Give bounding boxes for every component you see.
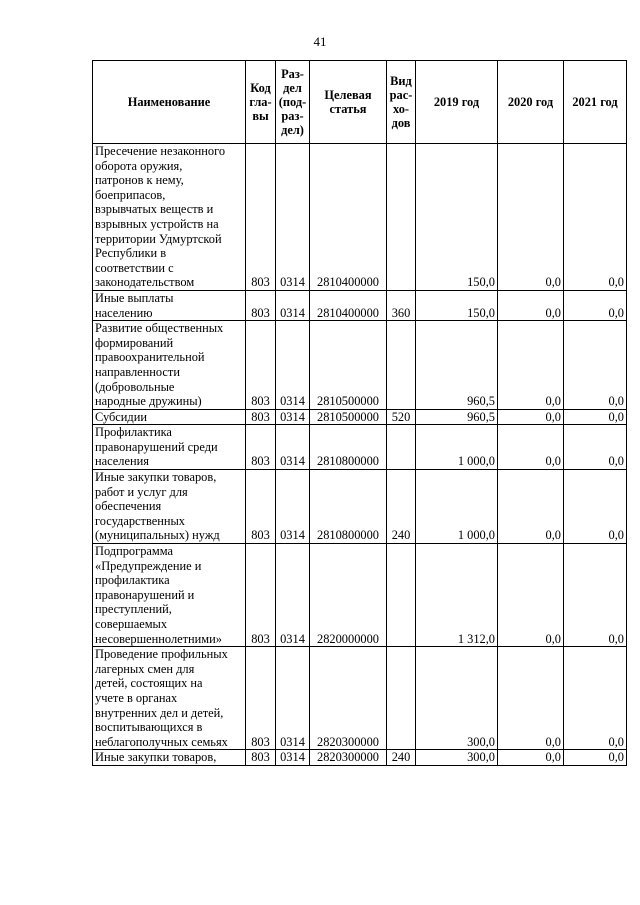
cell-target-article: 2810400000 — [310, 144, 387, 291]
cell-2019: 300,0 — [416, 750, 498, 766]
cell-2020: 0,0 — [498, 144, 564, 291]
cell-section: 0314 — [276, 144, 310, 291]
cell-name: Проведение профильных лагерных смен для детей, состоящих на учете в органах внутренних дел и детей, воспитывающихся в неблагополучных семьях — [93, 647, 246, 750]
table-row — [93, 321, 627, 410]
cell-expense-type — [387, 144, 416, 291]
table-row — [93, 470, 627, 544]
cell-name: Профилактика правонарушений среди населения — [93, 425, 246, 470]
cell-chapter-code: 803 — [246, 425, 276, 470]
cell-section: 0314 — [276, 409, 310, 425]
cell-section: 0314 — [276, 470, 310, 544]
cell-expense-type — [387, 544, 416, 647]
cell-chapter-code: 803 — [246, 750, 276, 766]
cell-target-article: 2810400000 — [310, 290, 387, 320]
cell-2019: 1 312,0 — [416, 544, 498, 647]
table-row — [93, 544, 627, 647]
cell-name: Иные закупки товаров, работ и услуг для обеспечения государственных (муниципальных) нужд — [93, 470, 246, 544]
header-expense-type: Вид рас- хо- дов — [387, 61, 416, 144]
cell-expense-type — [387, 425, 416, 470]
header-year-2019: 2019 год — [416, 61, 498, 144]
cell-2019: 960,5 — [416, 321, 498, 410]
cell-chapter-code: 803 — [246, 647, 276, 750]
cell-expense-type: 240 — [387, 750, 416, 766]
cell-2020: 0,0 — [498, 750, 564, 766]
cell-chapter-code: 803 — [246, 470, 276, 544]
table-row — [93, 425, 627, 470]
cell-section: 0314 — [276, 544, 310, 647]
cell-2021: 0,0 — [564, 321, 627, 410]
header-section: Раз- дел (под- раз- дел) — [276, 61, 310, 144]
header-chapter-code: Код гла- вы — [246, 61, 276, 144]
header-target-article: Целевая статья — [310, 61, 387, 144]
cell-2021: 0,0 — [564, 544, 627, 647]
cell-expense-type — [387, 321, 416, 410]
cell-2019: 960,5 — [416, 409, 498, 425]
cell-section: 0314 — [276, 321, 310, 410]
cell-target-article: 2810500000 — [310, 321, 387, 410]
table-row — [93, 144, 627, 291]
cell-name: Субсидии — [93, 409, 246, 425]
cell-name: Иные выплаты населению — [93, 290, 246, 320]
cell-2019: 150,0 — [416, 144, 498, 291]
cell-2020: 0,0 — [498, 647, 564, 750]
page-number: 41 — [313, 34, 327, 49]
cell-target-article: 2820000000 — [310, 544, 387, 647]
cell-chapter-code: 803 — [246, 409, 276, 425]
cell-section: 0314 — [276, 290, 310, 320]
cell-expense-type: 240 — [387, 470, 416, 544]
cell-2020: 0,0 — [498, 425, 564, 470]
cell-target-article: 2810800000 — [310, 425, 387, 470]
table-row — [93, 409, 627, 425]
cell-chapter-code: 803 — [246, 290, 276, 320]
cell-chapter-code: 803 — [246, 544, 276, 647]
cell-2019: 1 000,0 — [416, 425, 498, 470]
cell-2021: 0,0 — [564, 470, 627, 544]
cell-2019: 150,0 — [416, 290, 498, 320]
cell-name: Иные закупки товаров, — [93, 750, 246, 766]
cell-2021: 0,0 — [564, 750, 627, 766]
table-row — [93, 290, 627, 320]
header-name: Наименование — [93, 61, 246, 144]
cell-2020: 0,0 — [498, 321, 564, 410]
budget-table — [92, 60, 627, 766]
cell-expense-type — [387, 647, 416, 750]
cell-expense-type: 520 — [387, 409, 416, 425]
cell-2020: 0,0 — [498, 409, 564, 425]
cell-2021: 0,0 — [564, 647, 627, 750]
cell-expense-type: 360 — [387, 290, 416, 320]
cell-name: Пресечение незаконного оборота оружия, патронов к нему, боеприпасов, взрывчатых веществ и взрывных устройств на территории Удмуртской Республики в соответствии с законодательством — [93, 144, 246, 291]
cell-2020: 0,0 — [498, 470, 564, 544]
cell-target-article: 2810500000 — [310, 409, 387, 425]
cell-2020: 0,0 — [498, 544, 564, 647]
cell-section: 0314 — [276, 647, 310, 750]
cell-chapter-code: 803 — [246, 144, 276, 291]
cell-section: 0314 — [276, 425, 310, 470]
table-row — [93, 750, 627, 766]
cell-target-article: 2820300000 — [310, 750, 387, 766]
cell-2020: 0,0 — [498, 290, 564, 320]
cell-name: Развитие общественных формирований правоохранительной направленности (добровольные народные дружины) — [93, 321, 246, 410]
header-year-2020: 2020 год — [498, 61, 564, 144]
cell-chapter-code: 803 — [246, 321, 276, 410]
cell-name: Подпрограмма «Предупреждение и профилактика правонарушений и преступлений, совершаемых несовершеннолетними» — [93, 544, 246, 647]
header-year-2021: 2021 год — [564, 61, 627, 144]
cell-2021: 0,0 — [564, 425, 627, 470]
cell-2021: 0,0 — [564, 144, 627, 291]
cell-section: 0314 — [276, 750, 310, 766]
table-header-row — [93, 61, 627, 144]
cell-2019: 1 000,0 — [416, 470, 498, 544]
cell-target-article: 2810800000 — [310, 470, 387, 544]
cell-2019: 300,0 — [416, 647, 498, 750]
cell-target-article: 2820300000 — [310, 647, 387, 750]
cell-2021: 0,0 — [564, 290, 627, 320]
table-row — [93, 647, 627, 750]
cell-2021: 0,0 — [564, 409, 627, 425]
